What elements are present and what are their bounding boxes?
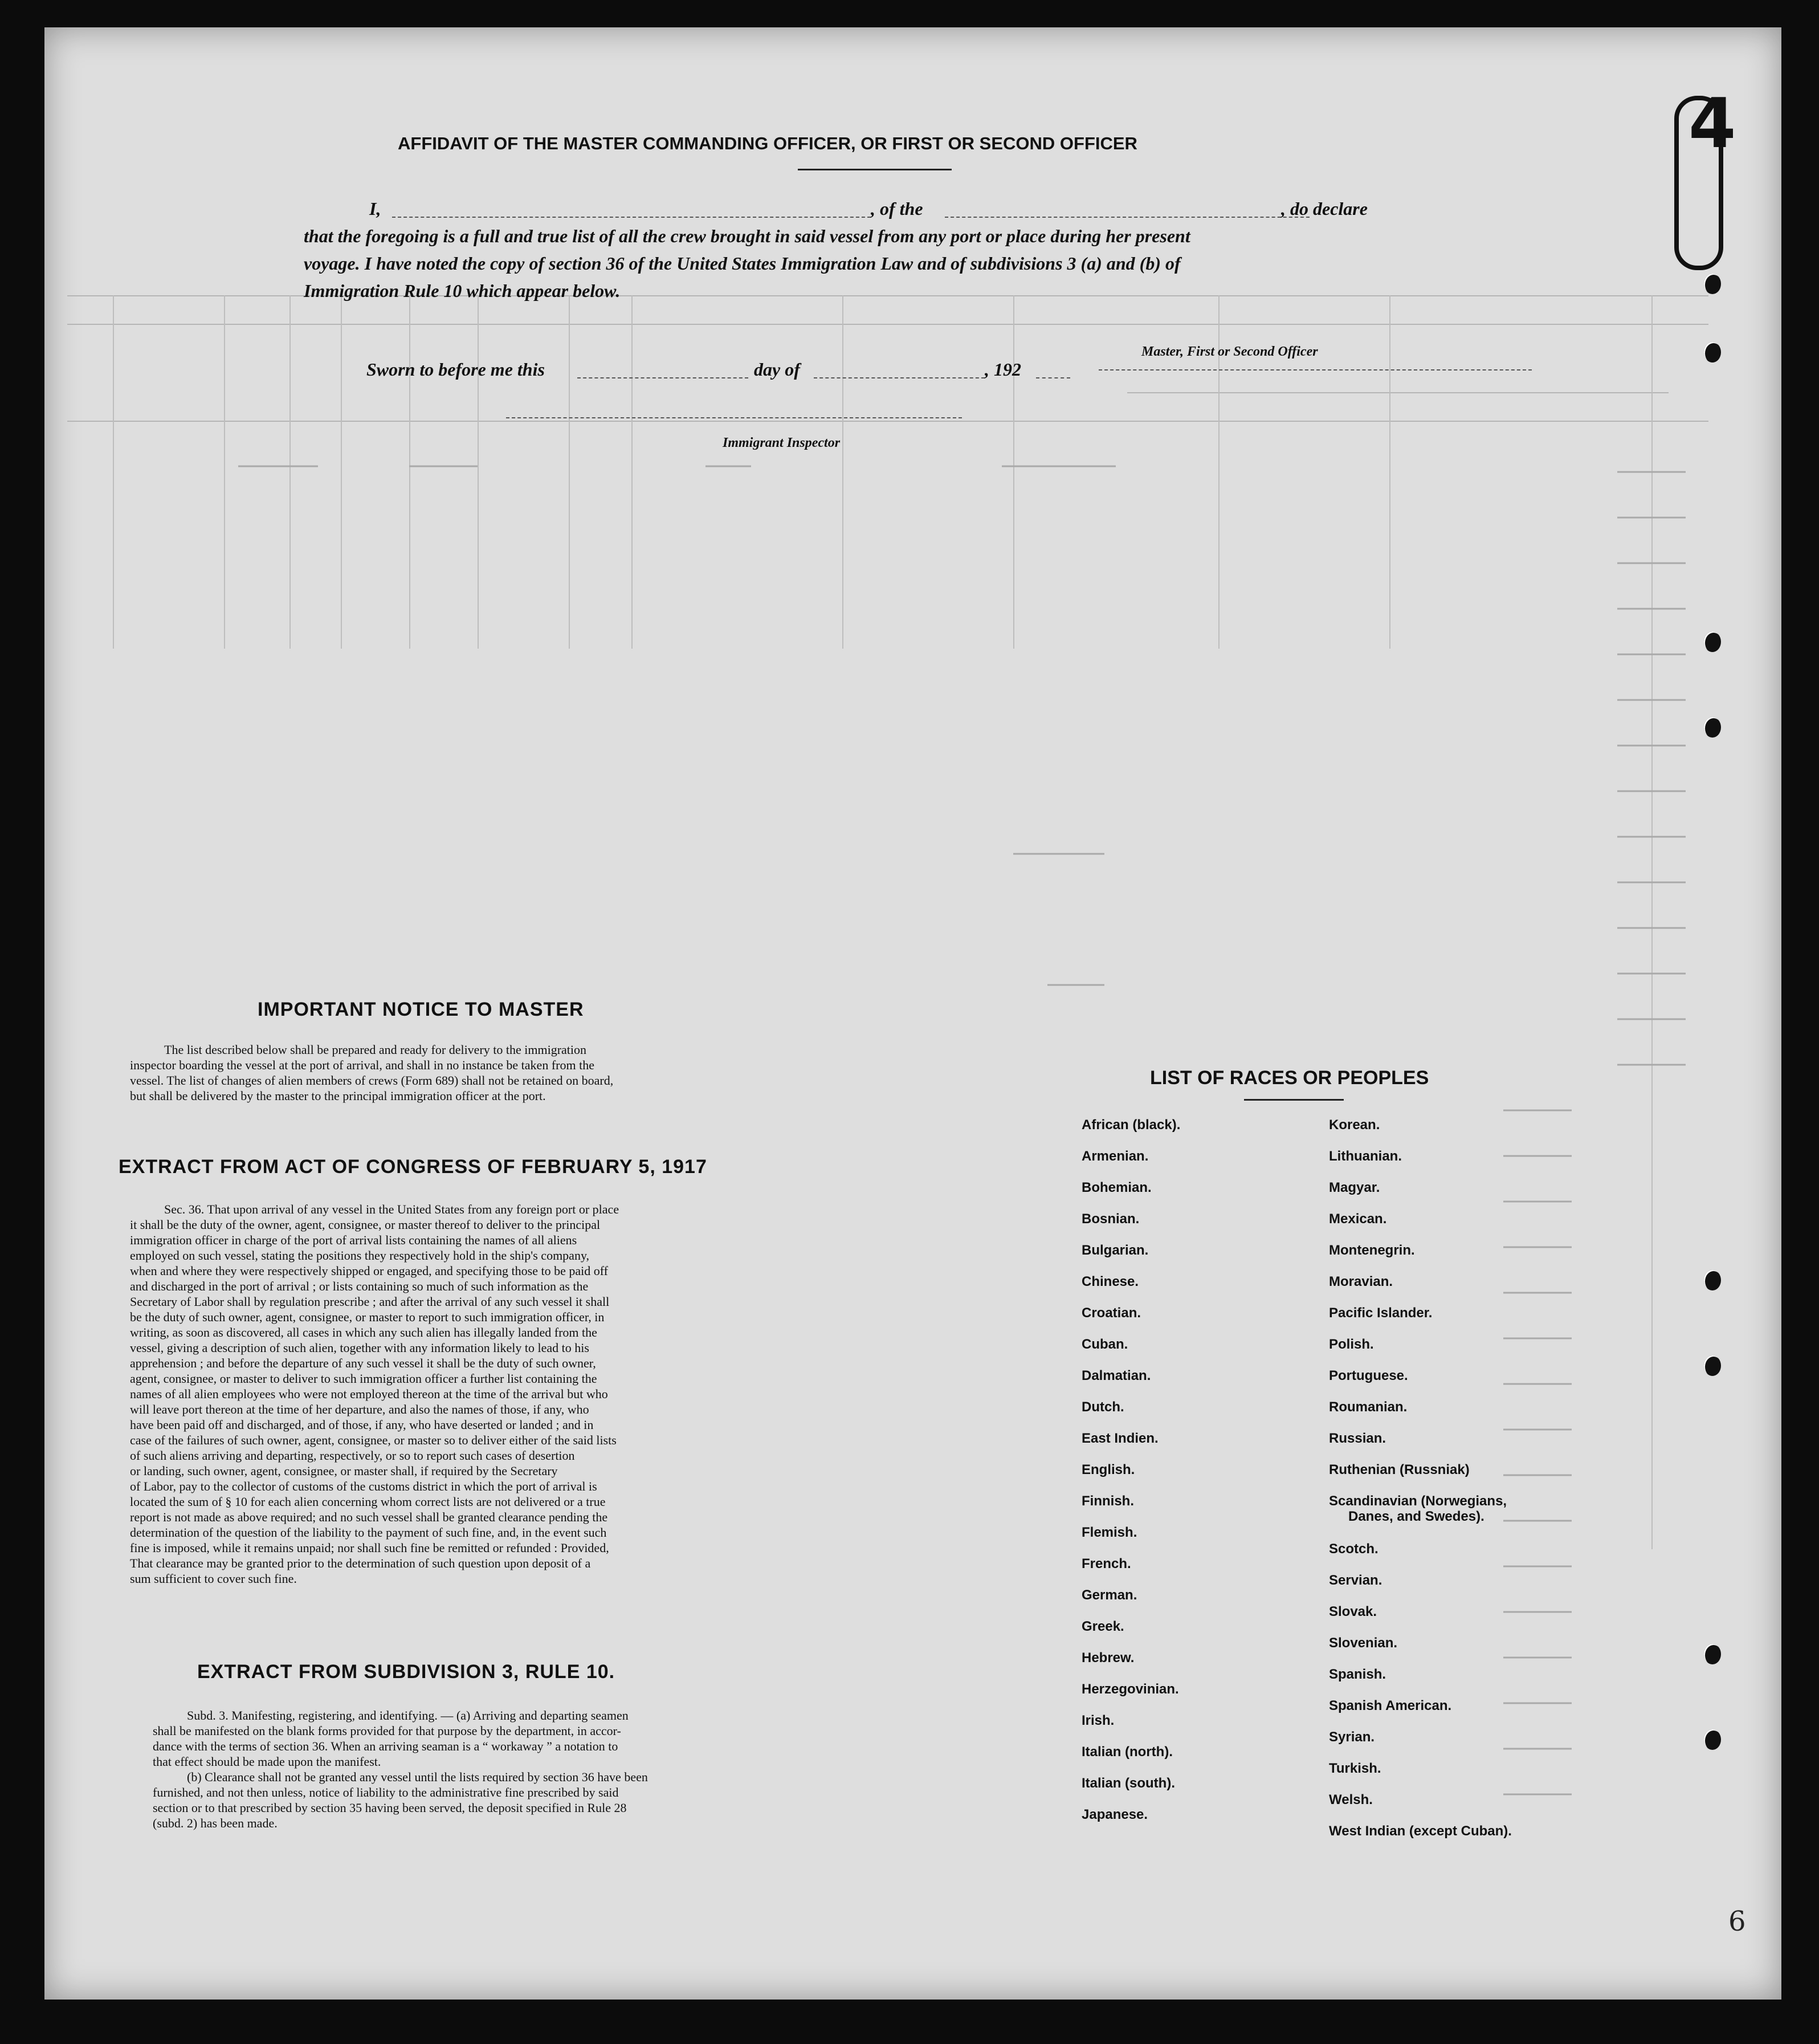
race-item: Italian (north). xyxy=(1082,1744,1173,1760)
act-line: names of all alien employees who were not employed thereon at the time of the arrival but who xyxy=(130,1387,608,1401)
race-item: Italian (south). xyxy=(1082,1776,1175,1791)
affidavit-title: AFFIDAVIT OF THE MASTER COMMANDING OFFICER, OR FIRST OR SECOND OFFICER xyxy=(398,133,1137,153)
race-item: Japanese. xyxy=(1082,1807,1148,1822)
race-item: Lithuanian. xyxy=(1329,1149,1402,1164)
act-line: have been paid off and discharged, and of those, if any, who have deserted or landed ; and in xyxy=(130,1418,594,1432)
act-line: That clearance may be granted prior to the determination of such question upon deposit of a xyxy=(130,1556,591,1570)
race-item: Ruthenian (Russniak) xyxy=(1329,1462,1470,1477)
race-item: Scotch. xyxy=(1329,1541,1378,1557)
race-item: Croatian. xyxy=(1082,1305,1141,1321)
races-title: LIST OF RACES OR PEOPLES xyxy=(1150,1067,1429,1089)
notice-line: vessel. The list of changes of alien members of crews (Form 689) shall not be retained on board, xyxy=(130,1073,614,1088)
rule-extract-body xyxy=(153,1708,837,1831)
race-item: Roumanian. xyxy=(1329,1399,1408,1415)
race-item: East Indien. xyxy=(1082,1431,1159,1446)
sworn-text: Sworn to before me this xyxy=(366,359,545,380)
race-item: Hebrew. xyxy=(1082,1650,1135,1666)
race-item: Danes, and Swedes). xyxy=(1348,1509,1484,1524)
act-line: agent, consignee, or master to deliver to such immigration officer a further list containing the xyxy=(130,1371,597,1386)
rule-line: (b) Clearance shall not be granted any vessel until the lists required by section 36 have been xyxy=(187,1770,648,1784)
affidavit-line4: Immigration Rule 10 which appear below. xyxy=(304,280,621,301)
act-line: Secretary of Labor shall by regulation prescribe ; and after the arrival of any such vessel it shall xyxy=(130,1294,610,1309)
race-item: Cuban. xyxy=(1082,1337,1128,1352)
master-label: Master, First or Second Officer xyxy=(1141,344,1318,359)
race-item: Welsh. xyxy=(1329,1792,1373,1807)
month-blank xyxy=(814,377,985,378)
race-item: Scandinavian (Norwegians, xyxy=(1329,1493,1507,1509)
act-line: immigration officer in charge of the port of arrival lists containing the names of all aliens xyxy=(130,1233,577,1247)
binder-hole xyxy=(1704,342,1721,363)
race-item: Greek. xyxy=(1082,1619,1124,1634)
title-underline xyxy=(798,169,952,170)
inspector-signature-line xyxy=(506,417,962,418)
act-extract-body xyxy=(130,1202,831,1586)
race-item: Moravian. xyxy=(1329,1274,1393,1289)
race-item: Syrian. xyxy=(1329,1729,1375,1745)
act-line: vessel, giving a description of such alien, together with any information likely to lead to his xyxy=(130,1341,589,1355)
page-number: 4 xyxy=(1689,84,1736,164)
rule-line: that effect should be made upon the manifest. xyxy=(153,1754,381,1769)
binder-hole xyxy=(1704,1355,1721,1376)
act-line: it shall be the duty of the owner, agent, consignee, or master thereof to deliver to the principal xyxy=(130,1218,601,1232)
act-line: fine is imposed, while it remains unpaid; nor shall such fine be remitted or refunded : Provided, xyxy=(130,1541,609,1555)
notice-line: The list described below shall be prepared and ready for delivery to the immigration xyxy=(164,1043,587,1057)
affidavit-line3: voyage. I have noted the copy of section 36 of the United States Immigration Law and of subdivisions 3 (a) and (b) of xyxy=(304,253,1181,274)
act-line: Sec. 36. That upon arrival of any vessel in the United States from any foreign port or place xyxy=(164,1202,619,1216)
rule-line: (subd. 2) has been made. xyxy=(153,1816,278,1830)
rule-line: Subd. 3. Manifesting, registering, and identifying. — (a) Arriving and departing seamen xyxy=(187,1708,629,1723)
act-line: located the sum of § 10 for each alien concerning whom correct lists are not delivered or a true xyxy=(130,1495,606,1509)
year-text: , 192 xyxy=(985,359,1021,380)
race-item: African (black). xyxy=(1082,1117,1181,1133)
act-line: be the duty of such owner, agent, consignee, or master to report to such immigration officer, in xyxy=(130,1310,605,1324)
race-item: Dutch. xyxy=(1082,1399,1124,1415)
race-item: Montenegrin. xyxy=(1329,1243,1415,1258)
act-line: report is not made as above required; and no such vessel shall be granted clearance pending the xyxy=(130,1510,608,1524)
race-item: Bosnian. xyxy=(1082,1211,1140,1227)
race-item: English. xyxy=(1082,1462,1135,1477)
races-title-underline xyxy=(1244,1099,1344,1101)
notice-body xyxy=(130,1042,831,1104)
vessel-blank xyxy=(945,217,1310,218)
affidavit-declare: , do declare xyxy=(1281,198,1368,219)
race-item: Armenian. xyxy=(1082,1149,1149,1164)
rule-line: section or to that prescribed by section 35 having been served, the deposit specified in Rule 28 xyxy=(153,1801,627,1815)
race-item: Slovenian. xyxy=(1329,1635,1398,1651)
race-item: Flemish. xyxy=(1082,1525,1137,1540)
notice-line: but shall be delivered by the master to the principal immigration officer at the port. xyxy=(130,1089,546,1103)
rule-line: shall be manifested on the blank forms provided for that purpose by the department, in accor- xyxy=(153,1724,621,1738)
race-item: Portuguese. xyxy=(1329,1368,1408,1383)
binder-hole xyxy=(1704,632,1721,652)
race-item: Pacific Islander. xyxy=(1329,1305,1433,1321)
act-line: employed on such vessel, stating the positions they respectively hold in the ship's company, xyxy=(130,1248,590,1263)
affidavit-line2: that the foregoing is a full and true list of all the crew brought in said vessel from any port or place during her present xyxy=(304,226,1190,246)
affidavit-of-the: , of the xyxy=(871,198,923,219)
race-item: Korean. xyxy=(1329,1117,1380,1133)
race-item: Spanish. xyxy=(1329,1667,1386,1682)
race-item: Polish. xyxy=(1329,1337,1374,1352)
race-item: Turkish. xyxy=(1329,1761,1381,1776)
race-item: Chinese. xyxy=(1082,1274,1139,1289)
race-item: Bohemian. xyxy=(1082,1180,1152,1195)
act-line: and discharged in the port of arrival ; or lists containing so much of such information as the xyxy=(130,1279,589,1293)
act-line: apprehension ; and before the departure of any such vessel it shall be the duty of such owner, xyxy=(130,1356,596,1370)
race-item: Bulgarian. xyxy=(1082,1243,1149,1258)
race-item: Dalmatian. xyxy=(1082,1368,1151,1383)
corner-mark: 6 xyxy=(1728,1905,1746,1937)
act-line: or landing, such owner, agent, consignee, or master shall, if required by the Secretary xyxy=(130,1464,558,1478)
act-line: of Labor, pay to the collector of customs of the customs district in which the port of arrival is xyxy=(130,1479,597,1493)
race-item: Slovak. xyxy=(1329,1604,1377,1619)
day-of-text: day of xyxy=(754,359,800,380)
race-item: Irish. xyxy=(1082,1713,1115,1728)
race-item: Spanish American. xyxy=(1329,1698,1452,1713)
races-right-column xyxy=(1329,1117,1512,1855)
race-item: Magyar. xyxy=(1329,1180,1380,1195)
race-item: Servian. xyxy=(1329,1573,1382,1588)
race-item: Finnish. xyxy=(1082,1493,1134,1509)
act-line: determination of the question of the liability to the payment of such fine, and, in the event such xyxy=(130,1525,607,1540)
race-item: German. xyxy=(1082,1587,1137,1603)
races-left-column xyxy=(1082,1117,1180,1838)
race-item: French. xyxy=(1082,1556,1131,1571)
act-line: case of the failures of such owner, agent, consignee, or master so to deliver either of the said lists xyxy=(130,1433,617,1447)
sworn-day-blank xyxy=(577,377,748,378)
act-line: sum sufficient to cover such fine. xyxy=(130,1571,297,1586)
act-line: of such aliens arriving and departing, respectively, or so to report such cases of desertion xyxy=(130,1448,575,1463)
act-line: writing, as soon as discovered, all cases in which any such alien has illegally landed from the xyxy=(130,1325,597,1339)
notice-title: IMPORTANT NOTICE TO MASTER xyxy=(258,999,584,1020)
rule-line: furnished, and not then unless, notice of liability to the administrative fine prescribed by said xyxy=(153,1785,619,1799)
rule-line: dance with the terms of section 36. When an arriving seaman is a “ workaway ” a notation to xyxy=(153,1739,618,1753)
notice-line: inspector boarding the vessel at the port of arrival, and shall in no instance be taken from the xyxy=(130,1058,594,1072)
act-line: when and where they were respectively shipped or engaged, and specifying those to be paid off xyxy=(130,1264,608,1278)
race-item: Russian. xyxy=(1329,1431,1386,1446)
rule-extract-title: EXTRACT FROM SUBDIVISION 3, RULE 10. xyxy=(197,1661,615,1683)
act-line: will leave port thereon at the time of her departure, and also the names of those, if any, who xyxy=(130,1402,589,1416)
document-sheet xyxy=(44,27,1781,2000)
act-extract-title: EXTRACT FROM ACT OF CONGRESS OF FEBRUARY 5, 1917 xyxy=(119,1156,707,1178)
master-signature-line xyxy=(1099,369,1532,370)
binder-hole xyxy=(1704,1644,1721,1664)
binder-hole xyxy=(1704,1729,1721,1750)
race-item: Mexican. xyxy=(1329,1211,1387,1227)
race-item: West Indian (except Cuban). xyxy=(1329,1823,1512,1839)
name-blank xyxy=(392,217,871,218)
inspector-label: Immigrant Inspector xyxy=(723,435,841,450)
affidavit-i: I, xyxy=(369,198,381,219)
binder-hole xyxy=(1704,717,1721,738)
stamp-oval xyxy=(1674,96,1723,270)
binder-hole xyxy=(1704,1270,1721,1290)
race-item: Herzegovinian. xyxy=(1082,1681,1179,1697)
year-blank xyxy=(1036,377,1070,378)
binder-hole xyxy=(1704,274,1721,294)
